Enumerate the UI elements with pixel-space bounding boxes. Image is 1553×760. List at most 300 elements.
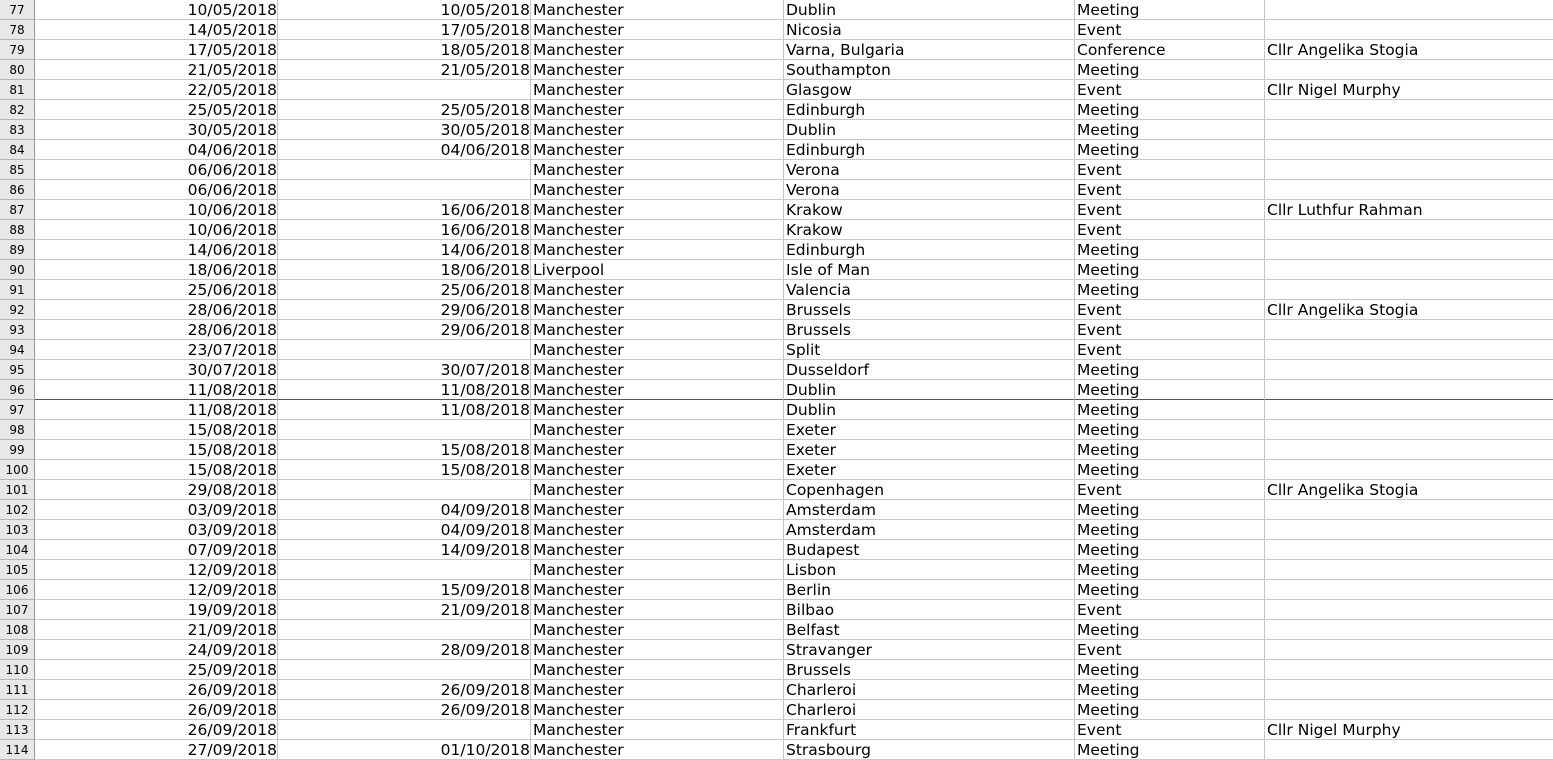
- end-date-cell[interactable]: 01/10/2018: [278, 740, 531, 760]
- member-cell[interactable]: [1265, 100, 1553, 120]
- destination-cell[interactable]: Strasbourg: [784, 740, 1075, 760]
- start-date-cell[interactable]: 21/09/2018: [35, 620, 278, 640]
- end-date-cell[interactable]: 28/09/2018: [278, 640, 531, 660]
- row-header[interactable]: 95: [0, 360, 35, 380]
- end-date-cell[interactable]: [278, 560, 531, 580]
- row-header[interactable]: 96: [0, 380, 35, 400]
- end-date-cell[interactable]: 11/08/2018: [278, 400, 531, 420]
- type-cell[interactable]: Event: [1075, 180, 1265, 200]
- start-date-cell[interactable]: 10/05/2018: [35, 0, 278, 20]
- row-header[interactable]: 100: [0, 460, 35, 480]
- type-cell[interactable]: Meeting: [1075, 420, 1265, 440]
- row-header[interactable]: 82: [0, 100, 35, 120]
- origin-cell[interactable]: Manchester: [531, 220, 784, 240]
- destination-cell[interactable]: Isle of Man: [784, 260, 1075, 280]
- row-header[interactable]: 104: [0, 540, 35, 560]
- start-date-cell[interactable]: 12/09/2018: [35, 560, 278, 580]
- type-cell[interactable]: Meeting: [1075, 240, 1265, 260]
- row-header[interactable]: 90: [0, 260, 35, 280]
- end-date-cell[interactable]: 11/08/2018: [278, 380, 531, 400]
- row-header[interactable]: 112: [0, 700, 35, 720]
- member-cell[interactable]: Cllr Angelika Stogia: [1265, 480, 1553, 500]
- start-date-cell[interactable]: 25/05/2018: [35, 100, 278, 120]
- type-cell[interactable]: Meeting: [1075, 680, 1265, 700]
- origin-cell[interactable]: Manchester: [531, 560, 784, 580]
- member-cell[interactable]: [1265, 700, 1553, 720]
- destination-cell[interactable]: Brussels: [784, 660, 1075, 680]
- end-date-cell[interactable]: 21/09/2018: [278, 600, 531, 620]
- end-date-cell[interactable]: 29/06/2018: [278, 320, 531, 340]
- table-row: [0, 440, 1553, 460]
- type-cell[interactable]: Meeting: [1075, 380, 1265, 400]
- table-row: [0, 40, 1553, 60]
- end-date-cell[interactable]: 15/08/2018: [278, 460, 531, 480]
- type-cell[interactable]: Meeting: [1075, 520, 1265, 540]
- member-cell[interactable]: [1265, 280, 1553, 300]
- table-row: [0, 160, 1553, 180]
- start-date-cell[interactable]: 14/06/2018: [35, 240, 278, 260]
- start-date-cell[interactable]: 04/06/2018: [35, 140, 278, 160]
- row-header[interactable]: 107: [0, 600, 35, 620]
- type-cell[interactable]: Meeting: [1075, 620, 1265, 640]
- end-date-cell[interactable]: 18/06/2018: [278, 260, 531, 280]
- end-date-cell[interactable]: 30/07/2018: [278, 360, 531, 380]
- type-cell[interactable]: Meeting: [1075, 700, 1265, 720]
- row-header[interactable]: 97: [0, 400, 35, 420]
- type-cell[interactable]: Meeting: [1075, 660, 1265, 680]
- type-cell[interactable]: Event: [1075, 340, 1265, 360]
- member-cell[interactable]: [1265, 740, 1553, 760]
- table-row: [0, 520, 1553, 540]
- type-cell[interactable]: Meeting: [1075, 260, 1265, 280]
- destination-cell[interactable]: Verona: [784, 180, 1075, 200]
- origin-cell[interactable]: Manchester: [531, 60, 784, 80]
- origin-cell[interactable]: Manchester: [531, 580, 784, 600]
- table-row: [0, 180, 1553, 200]
- end-date-cell[interactable]: 04/09/2018: [278, 500, 531, 520]
- member-cell[interactable]: [1265, 420, 1553, 440]
- type-cell[interactable]: Event: [1075, 80, 1265, 100]
- destination-cell[interactable]: Exeter: [784, 420, 1075, 440]
- table-row: [0, 280, 1553, 300]
- row-header[interactable]: 78: [0, 20, 35, 40]
- type-cell[interactable]: Meeting: [1075, 580, 1265, 600]
- member-cell[interactable]: [1265, 520, 1553, 540]
- destination-cell[interactable]: Dublin: [784, 380, 1075, 400]
- origin-cell[interactable]: Manchester: [531, 40, 784, 60]
- member-cell[interactable]: [1265, 220, 1553, 240]
- member-cell[interactable]: Cllr Angelika Stogia: [1265, 40, 1553, 60]
- table-row: [0, 740, 1553, 760]
- origin-cell[interactable]: Manchester: [531, 380, 784, 400]
- origin-cell[interactable]: Manchester: [531, 660, 784, 680]
- end-date-cell[interactable]: [278, 480, 531, 500]
- row-header[interactable]: 80: [0, 60, 35, 80]
- destination-cell[interactable]: Dublin: [784, 400, 1075, 420]
- destination-cell[interactable]: Copenhagen: [784, 480, 1075, 500]
- table-row: [0, 720, 1553, 740]
- member-cell[interactable]: [1265, 400, 1553, 420]
- member-cell[interactable]: [1265, 600, 1553, 620]
- row-header[interactable]: 91: [0, 280, 35, 300]
- start-date-cell[interactable]: 30/05/2018: [35, 120, 278, 140]
- member-cell[interactable]: [1265, 540, 1553, 560]
- destination-cell[interactable]: Bilbao: [784, 600, 1075, 620]
- row-header[interactable]: 99: [0, 440, 35, 460]
- start-date-cell[interactable]: 10/06/2018: [35, 220, 278, 240]
- destination-cell[interactable]: Brussels: [784, 320, 1075, 340]
- row-header[interactable]: 87: [0, 200, 35, 220]
- table-row: [0, 660, 1553, 680]
- end-date-cell[interactable]: 14/06/2018: [278, 240, 531, 260]
- start-date-cell[interactable]: 15/08/2018: [35, 440, 278, 460]
- start-date-cell[interactable]: 03/09/2018: [35, 520, 278, 540]
- table-row: [0, 100, 1553, 120]
- member-cell[interactable]: [1265, 60, 1553, 80]
- member-cell[interactable]: [1265, 660, 1553, 680]
- type-cell[interactable]: Meeting: [1075, 440, 1265, 460]
- member-cell[interactable]: Cllr Nigel Murphy: [1265, 80, 1553, 100]
- destination-cell[interactable]: Dublin: [784, 120, 1075, 140]
- type-cell[interactable]: Event: [1075, 220, 1265, 240]
- end-date-cell[interactable]: 26/09/2018: [278, 680, 531, 700]
- type-cell[interactable]: Meeting: [1075, 560, 1265, 580]
- origin-cell[interactable]: Manchester: [531, 640, 784, 660]
- origin-cell[interactable]: Manchester: [531, 440, 784, 460]
- row-header[interactable]: 109: [0, 640, 35, 660]
- start-date-cell[interactable]: 28/06/2018: [35, 300, 278, 320]
- table-row: [0, 360, 1553, 380]
- destination-cell[interactable]: Krakow: [784, 200, 1075, 220]
- type-cell[interactable]: Meeting: [1075, 500, 1265, 520]
- origin-cell[interactable]: Liverpool: [531, 260, 784, 280]
- start-date-cell[interactable]: 30/07/2018: [35, 360, 278, 380]
- type-cell[interactable]: Meeting: [1075, 280, 1265, 300]
- end-date-cell[interactable]: [278, 80, 531, 100]
- member-cell[interactable]: [1265, 580, 1553, 600]
- end-date-cell[interactable]: 30/05/2018: [278, 120, 531, 140]
- destination-cell[interactable]: Varna, Bulgaria: [784, 40, 1075, 60]
- type-cell[interactable]: Meeting: [1075, 460, 1265, 480]
- member-cell[interactable]: [1265, 180, 1553, 200]
- destination-cell[interactable]: Lisbon: [784, 560, 1075, 580]
- type-cell[interactable]: Meeting: [1075, 400, 1265, 420]
- destination-cell[interactable]: Amsterdam: [784, 520, 1075, 540]
- origin-cell[interactable]: Manchester: [531, 20, 784, 40]
- destination-cell[interactable]: Krakow: [784, 220, 1075, 240]
- start-date-cell[interactable]: 21/05/2018: [35, 60, 278, 80]
- start-date-cell[interactable]: 17/05/2018: [35, 40, 278, 60]
- row-header[interactable]: 110: [0, 660, 35, 680]
- destination-cell[interactable]: Dusseldorf: [784, 360, 1075, 380]
- row-header[interactable]: 98: [0, 420, 35, 440]
- origin-cell[interactable]: Manchester: [531, 360, 784, 380]
- origin-cell[interactable]: Manchester: [531, 180, 784, 200]
- destination-cell[interactable]: Budapest: [784, 540, 1075, 560]
- table-row: [0, 480, 1553, 500]
- origin-cell[interactable]: Manchester: [531, 0, 784, 20]
- origin-cell[interactable]: Manchester: [531, 420, 784, 440]
- destination-cell[interactable]: Valencia: [784, 280, 1075, 300]
- table-row: [0, 640, 1553, 660]
- row-header[interactable]: 106: [0, 580, 35, 600]
- member-cell[interactable]: [1265, 320, 1553, 340]
- start-date-cell[interactable]: 22/05/2018: [35, 80, 278, 100]
- end-date-cell[interactable]: 25/06/2018: [278, 280, 531, 300]
- origin-cell[interactable]: Manchester: [531, 300, 784, 320]
- origin-cell[interactable]: Manchester: [531, 320, 784, 340]
- destination-cell[interactable]: Dublin: [784, 0, 1075, 20]
- start-date-cell[interactable]: 27/09/2018: [35, 740, 278, 760]
- member-cell[interactable]: [1265, 120, 1553, 140]
- origin-cell[interactable]: Manchester: [531, 340, 784, 360]
- member-cell[interactable]: [1265, 680, 1553, 700]
- end-date-cell[interactable]: 18/05/2018: [278, 40, 531, 60]
- row-header[interactable]: 93: [0, 320, 35, 340]
- destination-cell[interactable]: Southampton: [784, 60, 1075, 80]
- start-date-cell[interactable]: 15/08/2018: [35, 420, 278, 440]
- start-date-cell[interactable]: 24/09/2018: [35, 640, 278, 660]
- member-cell[interactable]: [1265, 160, 1553, 180]
- table-row: [0, 340, 1553, 360]
- start-date-cell[interactable]: 14/05/2018: [35, 20, 278, 40]
- destination-cell[interactable]: Edinburgh: [784, 240, 1075, 260]
- member-cell[interactable]: [1265, 20, 1553, 40]
- end-date-cell[interactable]: 14/09/2018: [278, 540, 531, 560]
- start-date-cell[interactable]: 29/08/2018: [35, 480, 278, 500]
- table-row: [0, 260, 1553, 280]
- destination-cell[interactable]: Exeter: [784, 460, 1075, 480]
- end-date-cell[interactable]: [278, 340, 531, 360]
- type-cell[interactable]: Meeting: [1075, 0, 1265, 20]
- destination-cell[interactable]: Belfast: [784, 620, 1075, 640]
- end-date-cell[interactable]: 17/05/2018: [278, 20, 531, 40]
- table-row: [0, 680, 1553, 700]
- row-header[interactable]: 94: [0, 340, 35, 360]
- end-date-cell[interactable]: [278, 660, 531, 680]
- type-cell[interactable]: Meeting: [1075, 740, 1265, 760]
- row-header[interactable]: 103: [0, 520, 35, 540]
- member-cell[interactable]: Cllr Nigel Murphy: [1265, 720, 1553, 740]
- table-row: [0, 420, 1553, 440]
- table-row: [0, 0, 1553, 20]
- table-row: [0, 20, 1553, 40]
- table-row: [0, 120, 1553, 140]
- origin-cell[interactable]: Manchester: [531, 700, 784, 720]
- row-header[interactable]: 86: [0, 180, 35, 200]
- member-cell[interactable]: [1265, 620, 1553, 640]
- start-date-cell[interactable]: 11/08/2018: [35, 380, 278, 400]
- start-date-cell[interactable]: 12/09/2018: [35, 580, 278, 600]
- destination-cell[interactable]: Amsterdam: [784, 500, 1075, 520]
- row-header[interactable]: 101: [0, 480, 35, 500]
- row-header[interactable]: 102: [0, 500, 35, 520]
- destination-cell[interactable]: Exeter: [784, 440, 1075, 460]
- start-date-cell[interactable]: 15/08/2018: [35, 460, 278, 480]
- type-cell[interactable]: Event: [1075, 200, 1265, 220]
- member-cell[interactable]: [1265, 240, 1553, 260]
- origin-cell[interactable]: Manchester: [531, 160, 784, 180]
- member-cell[interactable]: [1265, 640, 1553, 660]
- end-date-cell[interactable]: 04/09/2018: [278, 520, 531, 540]
- origin-cell[interactable]: Manchester: [531, 120, 784, 140]
- table-row: [0, 620, 1553, 640]
- start-date-cell[interactable]: 26/09/2018: [35, 700, 278, 720]
- end-date-cell[interactable]: [278, 420, 531, 440]
- origin-cell[interactable]: Manchester: [531, 460, 784, 480]
- start-date-cell[interactable]: 28/06/2018: [35, 320, 278, 340]
- row-header[interactable]: 79: [0, 40, 35, 60]
- origin-cell[interactable]: Manchester: [531, 80, 784, 100]
- type-cell[interactable]: Event: [1075, 480, 1265, 500]
- origin-cell[interactable]: Manchester: [531, 500, 784, 520]
- type-cell[interactable]: Event: [1075, 320, 1265, 340]
- destination-cell[interactable]: Berlin: [784, 580, 1075, 600]
- end-date-cell[interactable]: 25/05/2018: [278, 100, 531, 120]
- start-date-cell[interactable]: 03/09/2018: [35, 500, 278, 520]
- start-date-cell[interactable]: 07/09/2018: [35, 540, 278, 560]
- start-date-cell[interactable]: 06/06/2018: [35, 160, 278, 180]
- destination-cell[interactable]: Glasgow: [784, 80, 1075, 100]
- member-cell[interactable]: [1265, 340, 1553, 360]
- destination-cell[interactable]: Stravanger: [784, 640, 1075, 660]
- table-row: [0, 560, 1553, 580]
- table-row: [0, 200, 1553, 220]
- row-header[interactable]: 84: [0, 140, 35, 160]
- table-row: [0, 400, 1553, 420]
- table-row: [0, 580, 1553, 600]
- member-cell[interactable]: [1265, 380, 1553, 400]
- table-row: [0, 540, 1553, 560]
- row-header[interactable]: 85: [0, 160, 35, 180]
- type-cell[interactable]: Meeting: [1075, 540, 1265, 560]
- origin-cell[interactable]: Manchester: [531, 100, 784, 120]
- member-cell[interactable]: [1265, 460, 1553, 480]
- table-row: [0, 460, 1553, 480]
- row-header[interactable]: 113: [0, 720, 35, 740]
- origin-cell[interactable]: Manchester: [531, 140, 784, 160]
- end-date-cell[interactable]: 16/06/2018: [278, 220, 531, 240]
- start-date-cell[interactable]: 23/07/2018: [35, 340, 278, 360]
- start-date-cell[interactable]: 26/09/2018: [35, 680, 278, 700]
- start-date-cell[interactable]: 26/09/2018: [35, 720, 278, 740]
- origin-cell[interactable]: Manchester: [531, 200, 784, 220]
- type-cell[interactable]: Event: [1075, 20, 1265, 40]
- type-cell[interactable]: Conference: [1075, 40, 1265, 60]
- table-row: [0, 320, 1553, 340]
- end-date-cell[interactable]: 10/05/2018: [278, 0, 531, 20]
- origin-cell[interactable]: Manchester: [531, 520, 784, 540]
- member-cell[interactable]: [1265, 140, 1553, 160]
- member-cell[interactable]: [1265, 360, 1553, 380]
- end-date-cell[interactable]: 04/06/2018: [278, 140, 531, 160]
- destination-cell[interactable]: Frankfurt: [784, 720, 1075, 740]
- destination-cell[interactable]: Charleroi: [784, 680, 1075, 700]
- destination-cell[interactable]: Split: [784, 340, 1075, 360]
- table-row: [0, 380, 1553, 400]
- table-row: [0, 140, 1553, 160]
- type-cell[interactable]: Event: [1075, 300, 1265, 320]
- type-cell[interactable]: Event: [1075, 600, 1265, 620]
- end-date-cell[interactable]: 29/06/2018: [278, 300, 531, 320]
- end-date-cell[interactable]: [278, 180, 531, 200]
- start-date-cell[interactable]: 18/06/2018: [35, 260, 278, 280]
- end-date-cell[interactable]: 15/09/2018: [278, 580, 531, 600]
- member-cell[interactable]: Cllr Luthfur Rahman: [1265, 200, 1553, 220]
- end-date-cell[interactable]: 16/06/2018: [278, 200, 531, 220]
- table-row: [0, 300, 1553, 320]
- row-header[interactable]: 111: [0, 680, 35, 700]
- row-header[interactable]: 114: [0, 740, 35, 760]
- row-header[interactable]: 105: [0, 560, 35, 580]
- destination-cell[interactable]: Edinburgh: [784, 100, 1075, 120]
- type-cell[interactable]: Meeting: [1075, 60, 1265, 80]
- row-header[interactable]: 88: [0, 220, 35, 240]
- origin-cell[interactable]: Manchester: [531, 600, 784, 620]
- origin-cell[interactable]: Manchester: [531, 740, 784, 760]
- destination-cell[interactable]: Charleroi: [784, 700, 1075, 720]
- origin-cell[interactable]: Manchester: [531, 720, 784, 740]
- start-date-cell[interactable]: 10/06/2018: [35, 200, 278, 220]
- type-cell[interactable]: Event: [1075, 720, 1265, 740]
- start-date-cell[interactable]: 25/09/2018: [35, 660, 278, 680]
- member-cell[interactable]: Cllr Angelika Stogia: [1265, 300, 1553, 320]
- start-date-cell[interactable]: 06/06/2018: [35, 180, 278, 200]
- start-date-cell[interactable]: 25/06/2018: [35, 280, 278, 300]
- type-cell[interactable]: Meeting: [1075, 140, 1265, 160]
- row-header[interactable]: 89: [0, 240, 35, 260]
- table-row: [0, 240, 1553, 260]
- origin-cell[interactable]: Manchester: [531, 620, 784, 640]
- origin-cell[interactable]: Manchester: [531, 400, 784, 420]
- origin-cell[interactable]: Manchester: [531, 680, 784, 700]
- end-date-cell[interactable]: 21/05/2018: [278, 60, 531, 80]
- end-date-cell[interactable]: 26/09/2018: [278, 700, 531, 720]
- end-date-cell[interactable]: [278, 620, 531, 640]
- end-date-cell[interactable]: 15/08/2018: [278, 440, 531, 460]
- destination-cell[interactable]: Brussels: [784, 300, 1075, 320]
- start-date-cell[interactable]: 19/09/2018: [35, 600, 278, 620]
- end-date-cell[interactable]: [278, 720, 531, 740]
- destination-cell[interactable]: Edinburgh: [784, 140, 1075, 160]
- type-cell[interactable]: Event: [1075, 640, 1265, 660]
- type-cell[interactable]: Meeting: [1075, 360, 1265, 380]
- origin-cell[interactable]: Manchester: [531, 480, 784, 500]
- row-header[interactable]: 92: [0, 300, 35, 320]
- end-date-cell[interactable]: [278, 160, 531, 180]
- origin-cell[interactable]: Manchester: [531, 540, 784, 560]
- table-row: [0, 700, 1553, 720]
- table-row: [0, 220, 1553, 240]
- origin-cell[interactable]: Manchester: [531, 280, 784, 300]
- row-header[interactable]: 83: [0, 120, 35, 140]
- row-header[interactable]: 77: [0, 0, 35, 20]
- origin-cell[interactable]: Manchester: [531, 240, 784, 260]
- type-cell[interactable]: Meeting: [1075, 100, 1265, 120]
- member-cell[interactable]: [1265, 440, 1553, 460]
- type-cell[interactable]: Event: [1075, 160, 1265, 180]
- member-cell[interactable]: [1265, 0, 1553, 20]
- destination-cell[interactable]: Verona: [784, 160, 1075, 180]
- type-cell[interactable]: Meeting: [1075, 120, 1265, 140]
- destination-cell[interactable]: Nicosia: [784, 20, 1075, 40]
- start-date-cell[interactable]: 11/08/2018: [35, 400, 278, 420]
- member-cell[interactable]: [1265, 260, 1553, 280]
- row-header[interactable]: 108: [0, 620, 35, 640]
- row-header[interactable]: 81: [0, 80, 35, 100]
- member-cell[interactable]: [1265, 500, 1553, 520]
- member-cell[interactable]: [1265, 560, 1553, 580]
